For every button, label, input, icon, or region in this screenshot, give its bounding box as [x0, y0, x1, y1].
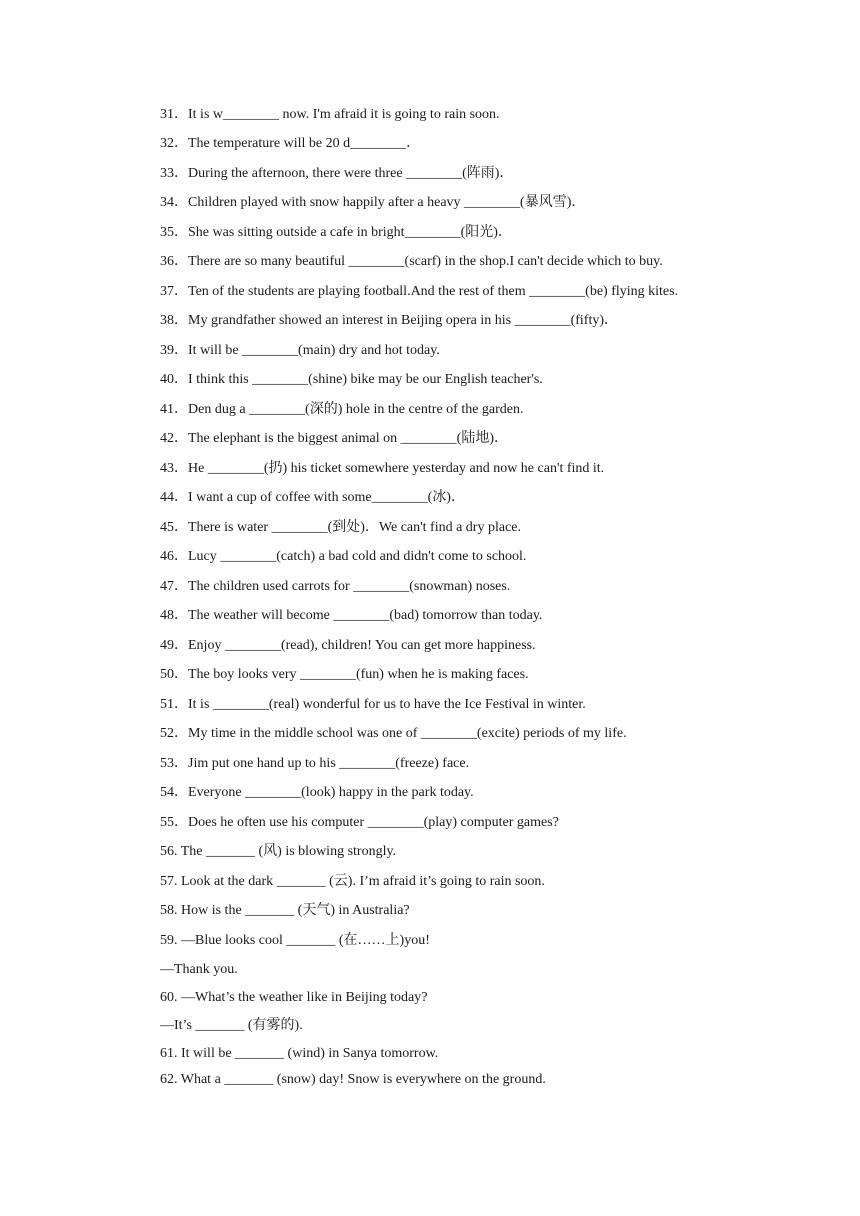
- question-32: 32．The temperature will be 20 d________．: [160, 136, 421, 151]
- question-59-reply: —Thank you.: [160, 962, 238, 977]
- question-38: 38．My grandfather showed an interest in Beijing opera in his ________(fifty)．: [160, 313, 619, 328]
- question-34: 34．Children played with snow happily after a heavy ________(暴风雪)．: [160, 195, 586, 210]
- question-48: 48．The weather will become ________(bad) tomorrow than today.: [160, 608, 543, 623]
- question-52: 52．My time in the middle school was one of ________(excite) periods of my life.: [160, 726, 627, 741]
- question-60-reply: —It’s _______ (有雾的).: [160, 1018, 303, 1033]
- question-42: 42．The elephant is the biggest animal on ________(陆地)．: [160, 431, 508, 446]
- question-33: 33．During the afternoon, there were three ________(阵雨)．: [160, 166, 514, 181]
- question-59: 59. —Blue looks cool _______ (在……上)you!: [160, 933, 430, 948]
- question-35: 35．She was sitting outside a cafe in bright________(阳光)．: [160, 225, 512, 240]
- question-31: 31．It is w________ now. I'm afraid it is going to rain soon.: [160, 107, 500, 122]
- question-61: 61. It will be _______ (wind) in Sanya tomorrow.: [160, 1046, 439, 1061]
- question-43: 43．He ________(扔) his ticket somewhere yesterday and now he can't find it.: [160, 461, 605, 476]
- question-47: 47．The children used carrots for ________(snowman) noses.: [160, 579, 511, 594]
- question-44: 44．I want a cup of coffee with some________(冰)．: [160, 490, 465, 505]
- question-54: 54．Everyone ________(look) happy in the park today.: [160, 785, 474, 800]
- question-56: 56. The _______ (风) is blowing strongly.: [160, 844, 397, 859]
- question-45: 45．There is water ________(到处)．We can't find a dry place.: [160, 520, 521, 535]
- question-50: 50．The boy looks very ________(fun) when he is making faces.: [160, 667, 529, 682]
- question-46: 46．Lucy ________(catch) a bad cold and didn't come to school.: [160, 549, 527, 564]
- question-36: 36．There are so many beautiful ________(scarf) in the shop.I can't decide which to buy.: [160, 254, 663, 269]
- question-58: 58. How is the _______ (天气) in Australia?: [160, 903, 410, 918]
- question-40: 40．I think this ________(shine) bike may be our English teacher's.: [160, 372, 543, 387]
- question-53: 53．Jim put one hand up to his ________(freeze) face.: [160, 756, 470, 771]
- question-41: 41．Den dug a ________(深的) hole in the centre of the garden.: [160, 402, 524, 417]
- question-62: 62. What a _______ (snow) day! Snow is everywhere on the ground.: [160, 1072, 546, 1087]
- question-60: 60. —What’s the weather like in Beijing today?: [160, 990, 428, 1005]
- question-57: 57. Look at the dark _______ (云). I’m afraid it’s going to rain soon.: [160, 874, 545, 889]
- question-39: 39．It will be ________(main) dry and hot today.: [160, 343, 440, 358]
- question-55: 55．Does he often use his computer ________(play) computer games?: [160, 815, 559, 830]
- question-51: 51．It is ________(real) wonderful for us to have the Ice Festival in winter.: [160, 697, 586, 712]
- question-37: 37．Ten of the students are playing football.And the rest of them ________(be) flying kites.: [160, 284, 679, 299]
- question-49: 49．Enjoy ________(read), children! You can get more happiness.: [160, 638, 536, 653]
